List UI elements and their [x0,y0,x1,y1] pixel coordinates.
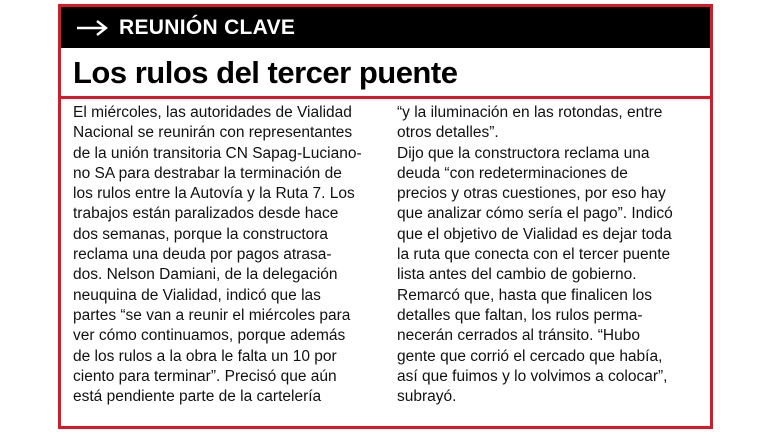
headline-divider [61,96,710,99]
body-line: “y la iluminación en las rotondas, entre [397,104,663,121]
body-line: así que fuimos y lo volvimos a colocar”, [397,367,668,385]
kicker-bar [61,7,710,48]
body-line: Remarcó que, hasta que finalicen los [397,286,653,304]
body-line: partes “se van a reunir el miércoles para [73,306,351,324]
body-line: dos semanas, porque la constructora [73,225,329,243]
body-line: los rulos entre la Autovía y la Ruta 7. Los [73,185,355,203]
body-line: la ruta que conecta con el tercer puente [397,246,671,264]
body-line: Nacional se reunirán con representantes [73,124,353,142]
body-line: ciento para terminar”. Precisó que aún [73,367,337,385]
body-line: Dijo que la constructora reclama una [397,144,650,162]
body-line: detalles que faltan, los rulos perma- [397,306,643,324]
body-line: necerán cerrados al tránsito. “Hubo [397,327,640,345]
article-box [58,4,713,429]
body-line: no SA para destrabar la terminación de [73,164,342,182]
body-line: otros detalles”. [397,124,499,142]
body-line: lista antes del cambio de gobierno. [397,266,637,284]
headline: Los rulos del tercer puente [73,55,458,90]
body-line: que el objetivo de Vialidad es dejar toda [397,225,672,243]
body-line: dos. Nelson Damiani, de la delegación [73,266,338,284]
body-column-left [73,103,379,407]
body-line: precios y otras cuestiones, por eso hay [397,185,666,203]
body-column-right [397,103,703,407]
body-line: de la unión transitoria CN Sapag-Luciano- [73,144,362,162]
body-line: trabajos están paralizados desde hace [73,205,339,223]
arrow-right-icon [75,19,109,37]
kicker-label: REUNIÓN CLAVE [119,15,296,39]
body-line: El miércoles, las autoridades de Vialidad [73,104,352,121]
body-line: que analizar cómo sería el pago”. Indicó [397,205,673,223]
body-line: neuquina de Vialidad, indicó que las [73,286,321,304]
body-line: deuda “con redeterminaciones de [397,164,628,182]
body-line: ver cómo continuamos, porque además [73,327,346,345]
body-line: está pendiente parte de la cartelería [73,388,322,406]
body-line: subrayó. [397,388,457,406]
body-line: reclama una deuda por pagos atrasa- [73,246,332,264]
body-line: gente que corrió el cercado que había, [397,347,663,365]
body-line: de los rulos a la obra le falta un 10 por [73,347,337,365]
